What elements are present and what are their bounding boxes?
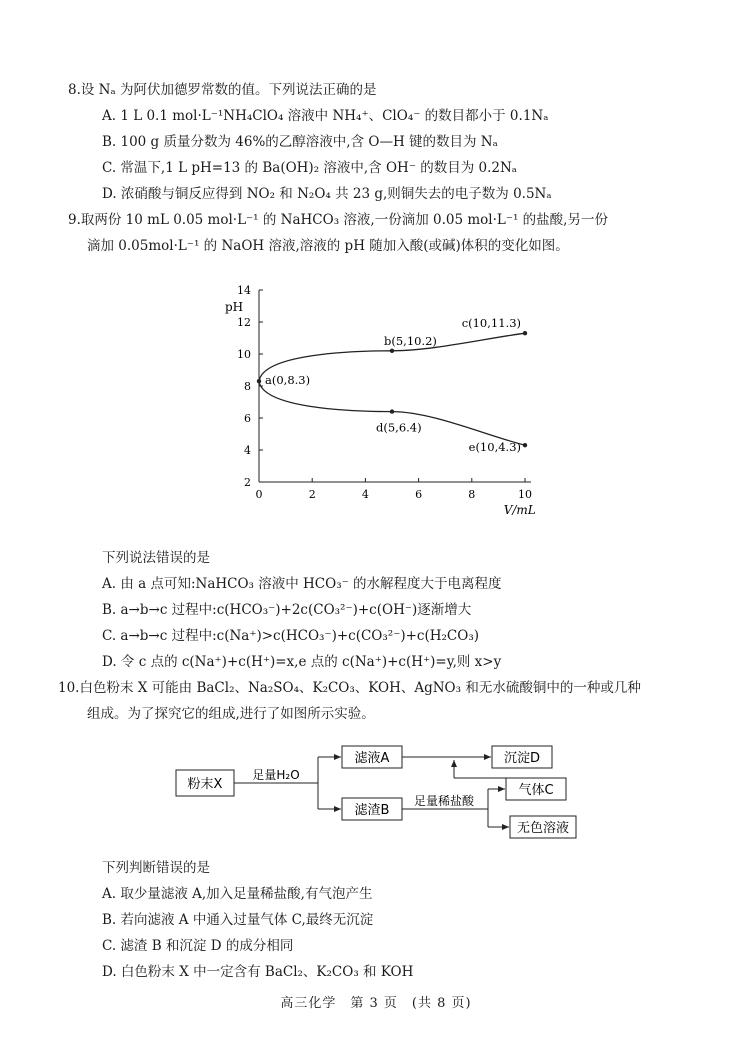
y-tick-label: 8 [244, 380, 251, 393]
q9-option-b: B. a→b→c 过程中:c(HCO₃⁻)+2c(CO₃²⁻)+c(OH⁻)逐渐增大 [102, 602, 472, 618]
q9-option-a: A. 由 a 点可知:NaHCO₃ 溶液中 HCO₃⁻ 的水解程度大于电离程度 [102, 576, 502, 592]
q8-option-c: C. 常温下,1 L pH=13 的 Ba(OH)₂ 溶液中,含 OH⁻ 的数目为 0.2Nₐ [102, 160, 518, 176]
page-footer: 高三化学 第 3 页 (共 8 页) [280, 996, 472, 1011]
q10-option-d: D. 白色粉末 X 中一定含有 BaCl₂、K₂CO₃ 和 KOH [102, 964, 414, 980]
q8-option-d: D. 浓硝酸与铜反应得到 NO₂ 和 N₂O₄ 共 23 g,则铜失去的电子数为 0.5Nₐ [102, 186, 552, 202]
q8-option-b: B. 100 g 质量分数为 46%的乙醇溶液中,含 O—H 键的数目为 Nₐ [102, 134, 498, 150]
q9-option-d: D. 令 c 点的 c(Na⁺)+c(H⁺)=x,e 点的 c(Na⁺)+c(H⁺)=y,则 x>y [102, 654, 502, 670]
x-tick-label: 2 [308, 488, 316, 501]
x-tick-label: 0 [255, 488, 263, 501]
x-tick-label: 6 [415, 488, 423, 501]
gas-c-label: 气体C [518, 783, 554, 798]
step1-label: 足量H₂O [252, 768, 300, 782]
y-tick-label: 2 [244, 476, 251, 489]
data-point [390, 409, 394, 413]
data-point [390, 349, 394, 353]
residue-b-label: 滤渣B [354, 803, 390, 818]
data-point [523, 443, 527, 447]
data-point [523, 331, 527, 335]
ph-chart [215, 282, 545, 522]
x-tick-label: 8 [468, 488, 476, 501]
q8-option-a: A. 1 L 0.1 mol·L⁻¹NH₄ClO₄ 溶液中 NH₄⁺、ClO₄⁻ 的数目都小于 0.1Nₐ [102, 108, 549, 124]
y-tick-label: 6 [244, 412, 251, 425]
data-label: a(0,8.3) [265, 373, 311, 388]
filtrate-a-label: 滤液A [354, 751, 390, 766]
y-axis-label: pH [225, 299, 244, 314]
q10-option-a: A. 取少量滤液 A,加入足量稀盐酸,有气泡产生 [102, 886, 373, 902]
x-tick-label: 4 [361, 488, 369, 501]
q8-stem: 8.设 Nₐ 为阿伏加德罗常数的值。下列说法正确的是 [68, 82, 377, 98]
experiment-flowchart [170, 738, 590, 844]
data-label: d(5,6.4) [376, 420, 422, 435]
colorless-solution-label: 无色溶液 [516, 821, 570, 836]
y-tick-label: 12 [237, 316, 251, 329]
y-tick-label: 14 [237, 284, 251, 297]
x-tick-label: 10 [518, 488, 532, 501]
y-tick-label: 10 [237, 348, 251, 361]
data-point [257, 379, 261, 383]
precipitate-d-label: 沉淀D [503, 751, 541, 766]
q9-stem-line1: 9.取两份 10 mL 0.05 mol·L⁻¹ 的 NaHCO₃ 溶液,一份滴加 0.05 mol·L⁻¹ 的盐酸,另一份 [68, 212, 608, 228]
data-label: c(10,11.3) [461, 316, 521, 331]
q9-stem-line2: 滴加 0.05mol·L⁻¹ 的 NaOH 溶液,溶液的 pH 随加入酸(或碱)体积的变化如图。 [87, 238, 569, 254]
q9-option-c: C. a→b→c 过程中:c(Na⁺)>c(HCO₃⁻)+c(CO₃²⁻)+c(H₂CO₃) [102, 628, 479, 644]
q10-option-c: C. 滤渣 B 和沉淀 D 的成分相同 [102, 938, 294, 954]
q10-stem-line2: 组成。为了探究它的组成,进行了如图所示实验。 [87, 706, 375, 722]
y-tick-label: 4 [244, 444, 251, 457]
step2-label: 足量稀盐酸 [413, 794, 475, 808]
q10-option-b: B. 若向滤液 A 中通入过量气体 C,最终无沉淀 [102, 912, 374, 928]
data-label: b(5,10.2) [384, 333, 437, 348]
powder-x-label: 粉末X [187, 777, 223, 792]
q9-prompt: 下列说法错误的是 [102, 550, 210, 566]
q10-prompt: 下列判断错误的是 [102, 860, 210, 876]
q10-stem-line1: 10.白色粉末 X 可能由 BaCl₂、Na₂SO₄、K₂CO₃、KOH、AgNO₃ 和无水硫酸铜中的一种或几种 [58, 680, 641, 696]
data-label: e(10,4.3) [468, 440, 521, 455]
x-axis-label: V/mL [503, 503, 536, 517]
